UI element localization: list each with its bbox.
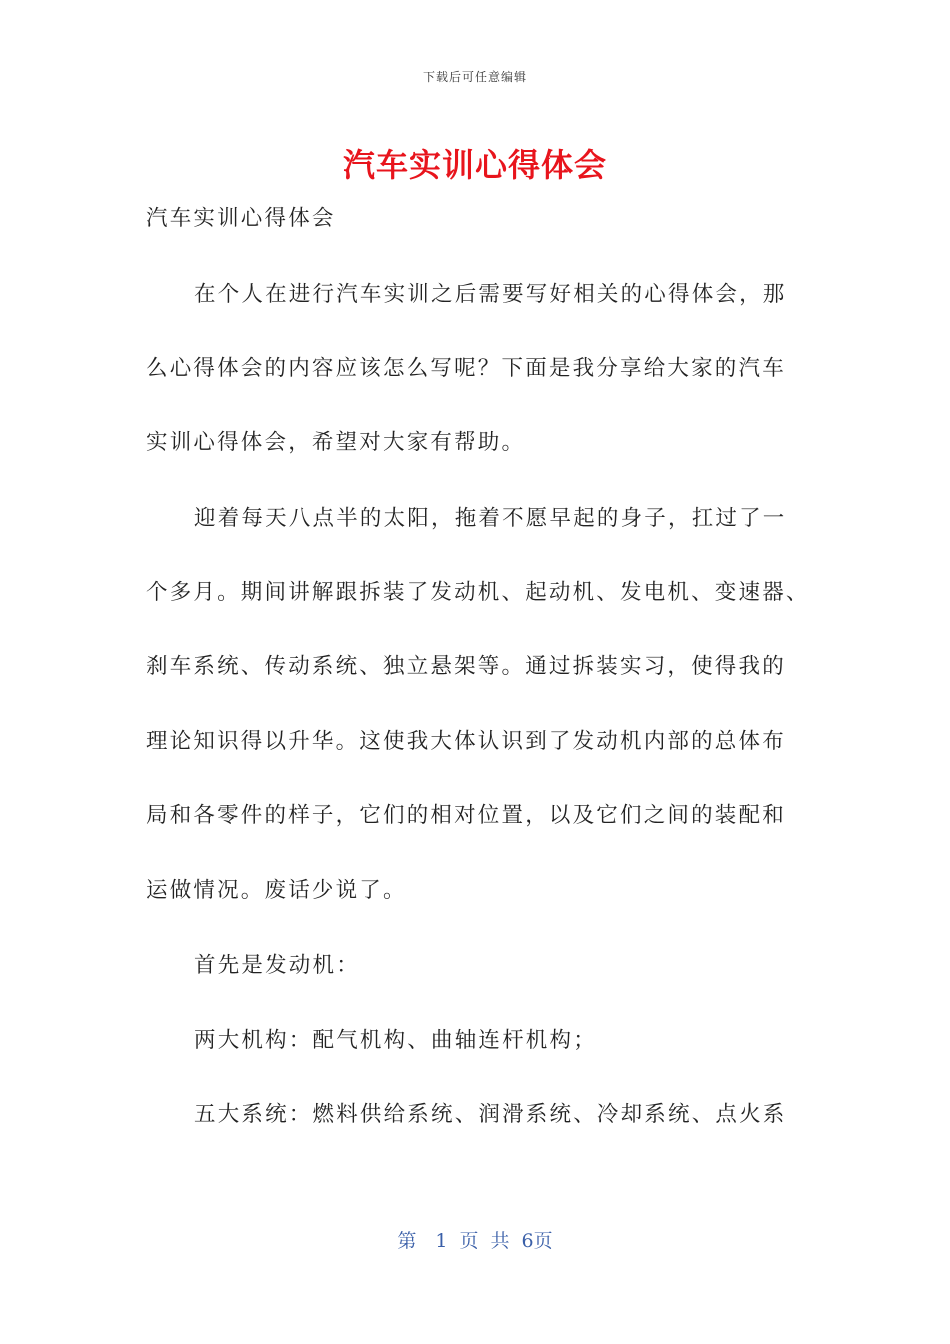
paragraph-line: 首先是发动机： [194,953,360,978]
paragraph-line: 个多月。期间讲解跟拆装了发动机、起动机、发电机、变速器、 [146,580,810,605]
paragraph-line: 理论知识得以升华。这使我大体认识到了发动机内部的总体布 [146,729,786,754]
paragraph-line: 运做情况。废话少说了。 [146,878,407,903]
paragraph-line: 局和各零件的样子，它们的相对位置，以及它们之间的装配和 [146,803,786,828]
paragraph-line: 刹车系统、传动系统、独立悬架等。通过拆装实习，使得我的 [146,654,786,679]
paragraph-line: 五大系统：燃料供给系统、润滑系统、冷却系统、点火系 [194,1102,787,1127]
paragraph-line: 么心得体会的内容应该怎么写呢？下面是我分享给大家的汽车 [146,356,786,381]
paragraph-line: 迎着每天八点半的太阳，拖着不愿早起的身子，扛过了一 [194,506,787,531]
paragraph-line: 在个人在进行汽车实训之后需要写好相关的心得体会，那 [194,282,787,307]
paragraph-line: 实训心得体会，希望对大家有帮助。 [146,430,526,455]
document-title: 汽车实训心得体会 [342,146,607,184]
header-note: 下载后可任意编辑 [422,70,527,84]
paragraph-line: 两大机构：配气机构、曲轴连杆机构； [194,1028,597,1053]
subtitle-line: 汽车实训心得体会 [146,206,336,231]
page-number-footer: 第 1 页 共 6页 [397,1230,553,1252]
